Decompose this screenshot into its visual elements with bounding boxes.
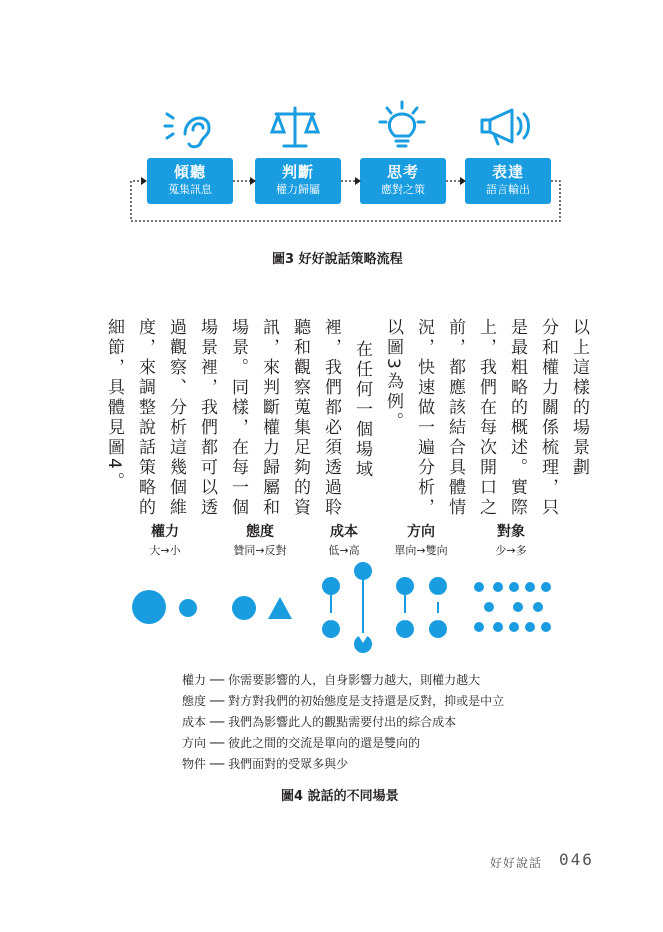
figure-3-caption: 圖3 好好說話策略流程 bbox=[272, 252, 403, 267]
body-column: 分和權力關係梳理，只 bbox=[538, 318, 558, 518]
dimension-title-power: 權力 bbox=[151, 524, 179, 540]
step-subtitle: 語言輸出 bbox=[486, 183, 530, 196]
dimension-sub-direction: 單向→雙向 bbox=[394, 544, 448, 557]
dimension-sub-attitude: 贊同→反對 bbox=[233, 544, 287, 557]
dimension-diagrams bbox=[0, 555, 663, 655]
dimension-title-cost: 成本 bbox=[330, 524, 358, 540]
direction-two-way-end bbox=[429, 620, 447, 638]
step-title: 思考 bbox=[386, 163, 419, 181]
dimension-sub-power: 大→小 bbox=[149, 544, 181, 557]
legend-row: 權力 ── 你需要影響的人，自身影響力越大，則權力越大 bbox=[182, 673, 481, 687]
body-column: 細節，具體見圖4。 bbox=[104, 318, 124, 492]
step-subtitle: 權力歸屬 bbox=[276, 183, 320, 196]
figure-3 bbox=[0, 0, 663, 270]
cost-low-start bbox=[322, 577, 340, 595]
step-subtitle: 應對之策 bbox=[381, 183, 425, 196]
body-column: 上，我們在每次開口之 bbox=[476, 318, 496, 518]
direction-two-way-start bbox=[429, 577, 447, 595]
dimension-sub-cost: 低→高 bbox=[328, 544, 360, 557]
power-small-circle bbox=[179, 599, 197, 617]
legend-row: 物件 ── 我們面對的受眾多與少 bbox=[182, 757, 349, 771]
step-title: 傾聽 bbox=[173, 163, 206, 181]
running-footer-title: 好好說話 bbox=[490, 856, 543, 870]
body-column: 訊，來判斷權力歸屬和 bbox=[259, 318, 279, 518]
body-column: 以上這樣的場景劃 bbox=[569, 318, 589, 478]
step-title: 判斷 bbox=[281, 163, 314, 181]
attitude-circle bbox=[232, 596, 256, 620]
body-column: 場景裡，我們都可以透 bbox=[197, 318, 217, 518]
legend-row: 成本 ── 我們為影響此人的觀點需要付出的綜合成本 bbox=[182, 715, 457, 729]
step-title: 表達 bbox=[491, 163, 524, 181]
step-subtitle: 蒐集訊息 bbox=[168, 183, 212, 196]
body-column: 前，都應該結合具體情 bbox=[445, 318, 465, 518]
body-column: 在任何一個場域 bbox=[352, 340, 372, 480]
attitude-triangle bbox=[268, 597, 292, 619]
figure-4-caption: 圖4 說話的不同場景 bbox=[281, 789, 399, 804]
legend-row: 方向 ── 彼此之間的交流是單向的還是雙向的 bbox=[182, 736, 421, 750]
dimension-title-attitude: 態度 bbox=[246, 524, 274, 540]
body-column: 聽和觀察蒐集足夠的資 bbox=[290, 318, 310, 518]
flow-connectors bbox=[0, 0, 663, 240]
body-column: 度，來調整說話策略的 bbox=[135, 318, 155, 518]
page-number: 046 bbox=[559, 850, 594, 869]
direction-one-way-end bbox=[396, 620, 414, 638]
body-column: 以圖3為例。 bbox=[383, 318, 403, 432]
body-column: 場景。同樣，在每一個 bbox=[228, 318, 248, 518]
dimension-title-audience: 對象 bbox=[497, 524, 525, 540]
dimension-sub-audience: 少→多 bbox=[495, 544, 527, 557]
legend-row: 態度 ── 對方對我們的初始態度是支持還是反對，抑或是中立 bbox=[182, 694, 505, 708]
body-column: 況，快速做一遍分析， bbox=[414, 318, 434, 518]
body-column: 是最粗略的概述。實際 bbox=[507, 318, 527, 518]
body-column: 過觀察、分析這幾個維 bbox=[166, 318, 186, 518]
cost-low-end bbox=[322, 620, 340, 638]
cost-high-start bbox=[354, 562, 372, 580]
body-column: 裡，我們都必須透過聆 bbox=[321, 318, 341, 518]
direction-one-way-start bbox=[396, 577, 414, 595]
power-large-circle bbox=[132, 590, 166, 624]
dimension-title-direction: 方向 bbox=[407, 524, 435, 540]
